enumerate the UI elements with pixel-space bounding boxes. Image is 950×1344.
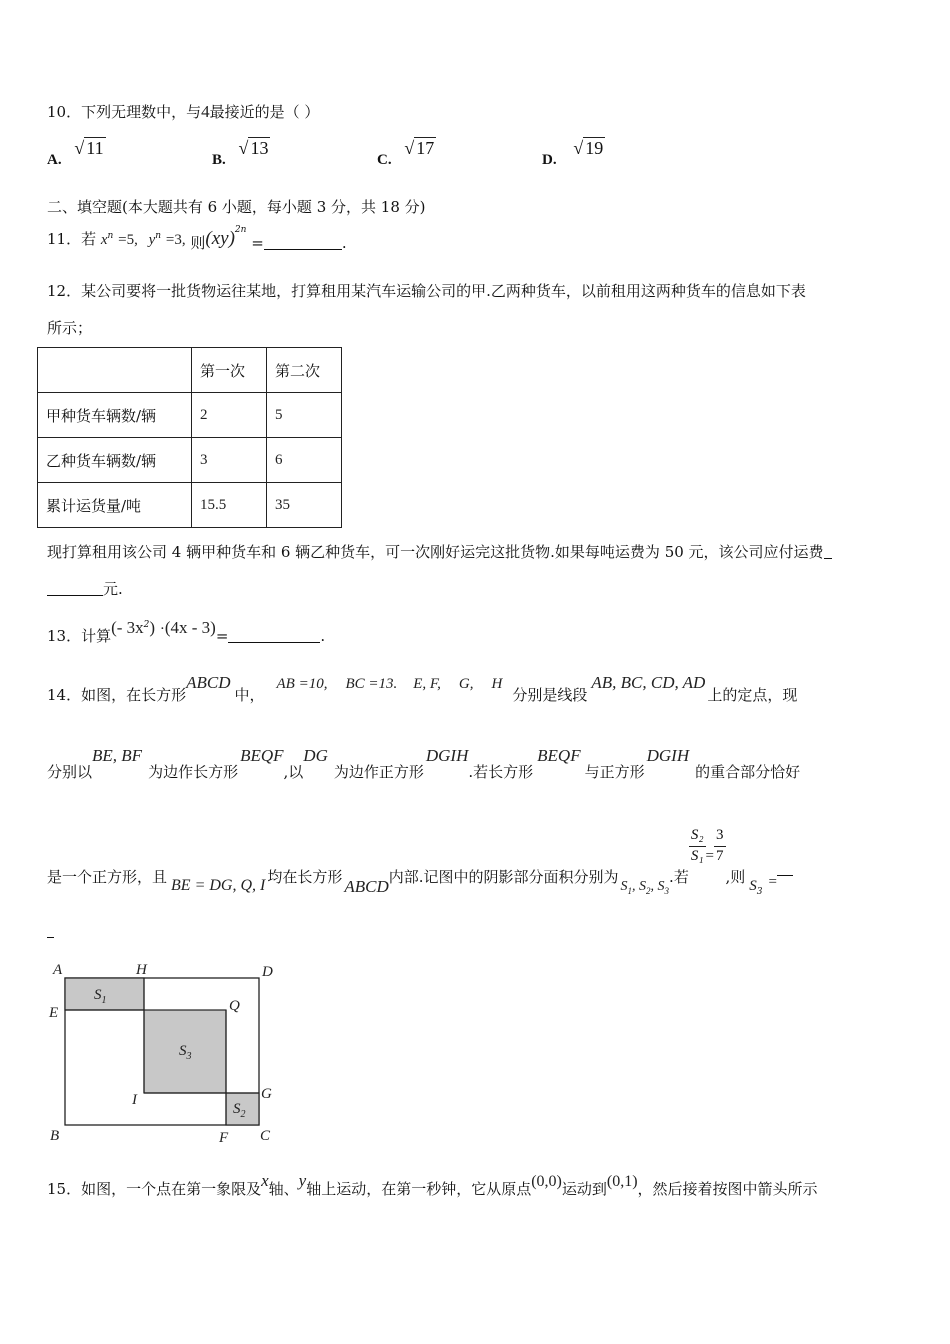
label-g: G [261,1086,272,1102]
q15 [47,1170,818,1198]
table-header-cell: 第二次 [267,348,342,393]
q15-text: 轴、 [268,1180,299,1198]
region-s: S [233,1101,241,1117]
q14-math: ABCD [344,877,389,896]
q14-math: $S_1$, $S_2$, $S_3$ [620,879,670,896]
q11-expr: (xy) [205,228,235,249]
q12-after2 [47,578,123,599]
q14-text: 中， [234,686,265,704]
q14-text: 为边作长方形 [148,763,239,781]
q11 [47,225,347,252]
q13-expr2: (4x - 3) [164,618,216,637]
q13-exp1: 2 [143,620,150,630]
q11-x: x [100,232,108,248]
q14-math: G, [458,676,474,692]
option-label: D. [542,152,557,168]
q14-s3-sub: 3 [756,887,763,897]
frac-eq: = [705,848,715,864]
q10-option-d [542,138,605,168]
q10-option-a [47,138,106,168]
q14-math: DGIH [425,746,469,765]
q10-option-b [212,138,270,168]
q14-line1 [47,672,798,704]
table-cell: 35 [267,483,342,528]
answer-blank[interactable] [264,235,342,250]
table-cell: 乙种货车辆数/辆 [38,438,192,483]
q11-then: 则 [190,234,206,252]
q14-text: .若长方形 [468,763,534,781]
q15-point2: (0,1) [606,1173,638,1190]
q15-point1: (0,0) [531,1173,562,1190]
q14-s: S [620,879,628,894]
answer-blank[interactable] [777,861,793,876]
q14-text: ,则 [725,868,746,886]
q12-after1 [47,541,832,562]
q12-line1: 12．某公司要将一批货物运往某地，打算租用某汽车运输公司的甲.乙两种货车，以前租用这两种货车的信息如下表 [47,282,806,300]
q14-text: .若 [669,868,689,886]
table-header-cell: 第一次 [192,348,267,393]
label-i: I [132,1092,137,1108]
q11-prefix: 11．若 [47,230,97,248]
sqrt-expression: √ 19 [573,138,604,158]
q14-math: E, F, [413,676,441,692]
label-a: A [53,962,63,978]
label-h: H [136,962,147,978]
q10-num: 4 [201,102,210,121]
q14-math: BC =13. [345,676,398,692]
q14-s3: S [749,878,757,894]
sqrt-expression: √ 17 [404,138,435,158]
q14-text: 的重合部分恰好 [695,763,801,781]
q13-prefix: 13．计算 [47,627,112,645]
table-cell: 2 [192,393,267,438]
table-row [38,438,342,483]
q10-stem-text: 10．下列无理数中，与 [47,103,202,121]
q14-math: BEQF [240,746,284,765]
q11-y-exp: n [155,231,162,241]
radicand: 19 [585,138,604,158]
section-title: 二、填空题(本大题共有 6 小题，每小题 3 分，共 18 分) [47,198,426,216]
q15-x: x [261,1171,269,1190]
table-cell: 5 [267,393,342,438]
radicand: 13 [250,138,269,158]
q14-sub: 3 [664,885,670,896]
sqrt-expression: √ 13 [238,138,269,158]
q11-x-val: =5, [118,232,138,248]
q13-expr1: (- 3x [111,618,144,637]
q14-math: BE = DG, Q, I [171,877,266,894]
table-cell: 6 [267,438,342,483]
q14-s: S [657,879,665,894]
q14-math: DG [303,746,328,765]
q15-text: 轴上运动，在第一秒钟，它从原点 [306,1180,532,1198]
q14-math: AB, BC, CD, AD [591,673,706,692]
q14-math: BEQF [537,746,581,765]
table-cell: 3 [192,438,267,483]
option-label: A. [47,152,62,168]
q14-text: 内部.记图中的阴影部分面积分别为 [388,868,619,886]
label-c: C [260,1128,271,1144]
q13-dot: · [159,621,165,637]
radicand: 11 [86,138,104,158]
q14-math: AB =10, [276,676,328,692]
table-row [38,483,342,528]
frac-num: S₂ [689,826,706,847]
fraction-s2-s1 [689,826,706,866]
frac-den: 7 [716,847,724,864]
q14-text: 14．如图，在长方形 [47,686,187,704]
label-q: Q [229,998,240,1014]
sqrt-expression: √ 11 [74,138,104,158]
q11-expr-exp: 2n [234,225,247,235]
q14-line3 [47,827,793,897]
table-row [38,393,342,438]
q14-sub: 1 [627,885,633,896]
label-f: F [219,1130,229,1146]
answer-blank-cont[interactable] [47,925,54,938]
label-e: E [49,1005,59,1021]
freight-table [37,347,342,528]
answer-blank[interactable] [228,628,320,643]
q12-after2-end: 元. [103,580,123,598]
q11-y: y [148,232,156,248]
table-cell: 累计运货量/吨 [38,483,192,528]
answer-blank[interactable] [47,581,103,596]
q12-line2: 所示； [47,319,93,337]
q14-text: 分别是线段 [512,686,588,704]
q10-option-c [377,138,436,168]
q13 [47,617,326,645]
q15-text: ，然后接着按图中箭头所示 [637,1180,818,1198]
q14-line2 [47,745,801,781]
q14-text: 均在长方形 [267,868,343,886]
q14-math: ABCD [186,673,231,692]
q13-expr1-end: ) [149,618,156,637]
label-d: D [262,964,273,980]
option-label: C. [377,152,392,168]
q14-s: S [639,879,647,894]
option-label: B. [212,152,226,168]
table-header-cell [38,348,192,393]
frac-num: 3 [714,826,726,847]
table-header-row [38,348,342,393]
frac-den: S₁ [690,847,704,864]
region-s: S [179,1043,187,1059]
fraction-3-7 [714,826,726,866]
q14-text: ,以 [283,763,304,781]
q11-x-exp: n [107,231,114,241]
table-cell: 甲种货车辆数/辆 [38,393,192,438]
q14-text: 是一个正方形，且 [47,868,168,886]
q14-text: 分别以 [47,763,93,781]
q15-text: 运动到 [561,1180,607,1198]
q14-math: BE, BF [92,746,143,765]
q14-text: 与正方形 [584,763,645,781]
q11-y-val: =3, [165,232,186,248]
q14-sub: 2 [646,885,651,896]
radicand: 17 [416,138,435,158]
q12-after1-text: 现打算租用该公司 4 辆甲种货车和 6 辆乙种货车，可一次刚好运完这批货物.如果每吨运费为 50 元，该公司应付运费 [47,543,824,561]
q10-stem [47,101,319,122]
q14-text: 为边作正方形 [333,763,424,781]
q11-end: . [341,234,347,252]
region-sub: 2 [240,1109,246,1120]
label-b: B [50,1128,60,1144]
q14-text: 上的定点，现 [707,686,798,704]
answer-blank[interactable] [824,544,832,559]
table-cell: 15.5 [192,483,267,528]
region-s: S [94,987,102,1003]
region-sub: 3 [186,1051,192,1062]
region-sub: 1 [101,995,107,1006]
q14-math: H [491,676,503,692]
q13-end: . [320,627,326,645]
rectangle-figure [40,958,280,1148]
q13-eq: = [215,627,229,645]
q14-math: DGIH [646,746,690,765]
q14-s3-eq: = [768,874,777,890]
q15-y: y [298,1171,307,1190]
q10-stem-end: 最接近的是（ ） [209,103,320,121]
q11-eq: = [251,234,264,252]
q15-text: 15．如图，一个点在第一象限及 [47,1180,262,1198]
